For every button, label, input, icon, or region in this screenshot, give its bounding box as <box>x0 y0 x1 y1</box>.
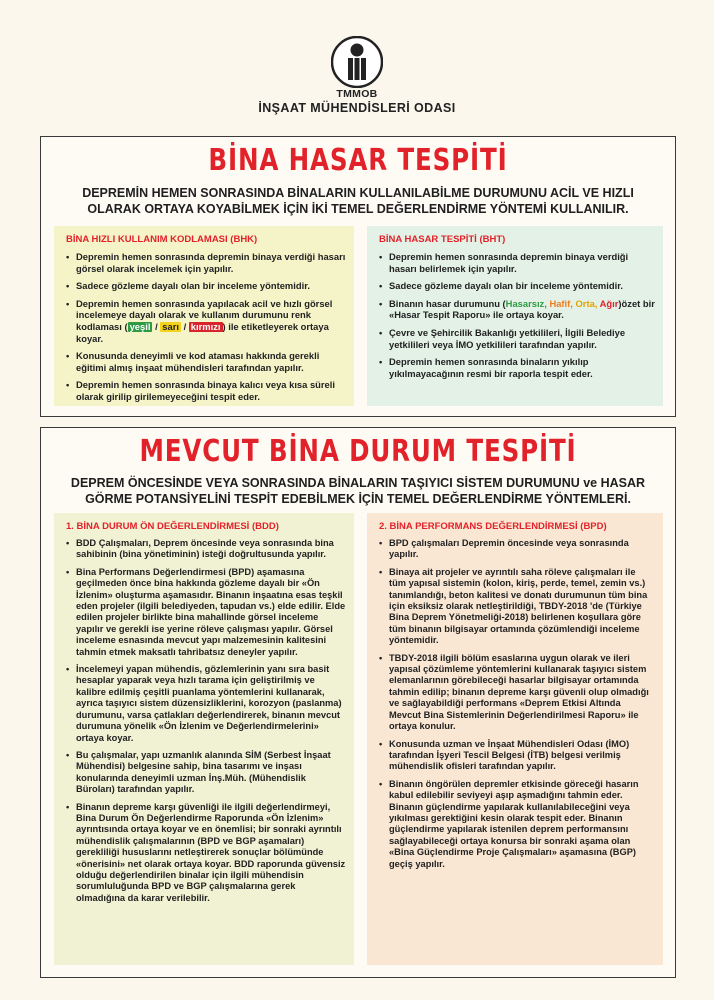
bhk-box <box>54 226 354 406</box>
org-name: İNŞAAT MÜHENDİSLERİ ODASI <box>258 101 456 115</box>
bht-item-damage-levels <box>379 298 655 321</box>
bdd-item: • Binanın depreme karşı güvenliği ile ilgili değerlendirmeyi, Bina Durum Ön Değerlendirme Raporunda «Ön İzlenim» ayrıntısında ortaya koyar ve en önemlisi; bir sonraki ayrıntılı mühendislik çalışmalarının (BPD ve BGP aşamaları) gerekliliği hususlarını netleştirerek sonuçlar bölümünde «önerisini» net olarak ortaya koyar. BDD raporunda güvensiz olduğu değerlendirilen binalar için ilgili mühendisin sorumluluğunda BPD ve BGP çalışmalarına gerek olmadığına da karar verilebilir. <box>66 802 346 905</box>
mevcut-bina-durum-panel <box>40 427 676 978</box>
bdd-heading: 1. BİNA DURUM ÖN DEĞERLENDİRMESİ (BDD) <box>66 521 279 532</box>
section2-subtitle-line1: DEPREM ÖNCESİNDE VEYA SONRASINDA BİNALARIN TAŞIYICI SİSTEM DURUMUNU ve HASAR <box>70 476 646 490</box>
bpd-item: • TBDY-2018 ilgili bölüm esaslarına uygun olarak ve ileri yapısal çözümleme yöntemlerini kullanarak taşıyıcı sistem elemanlarının görebileceği hasarlar bilgisayar ortamında tahmin edilip; binanın depreme karşı güvenli olup olmadığı ve sağlayabildiği performans «Deprem Etkisi Altında Mevcut Bina Sistemlerinin Değerlendirilmesi Raporu» ile ortaya konulur. <box>379 653 655 733</box>
bpd-item: • BPD çalışmaları Depremin öncesinde veya sonrasında yapılır. <box>379 538 655 561</box>
section2-subtitle-line2: GÖRME POTANSİYELİNİ TESPİT EDEBİLMEK İÇİN TEMEL DEĞERLENDİRME YÖNTEMLERİ. <box>85 492 631 506</box>
bhk-item3-tail: ) ile etiketleyerek ortaya koyar. <box>76 320 329 344</box>
tag-separator: / <box>155 320 158 332</box>
imo-logo <box>331 36 383 88</box>
yellow-tag: sarı <box>162 320 179 332</box>
bht-item3-tail: )özet bir «Hasar Tespit Raporu» ile ortaya koyar. <box>389 297 655 321</box>
bpd-item: • Binanın öngörülen depremler etkisinde göreceği hasarın kabul edilebilir seviyeyi aşıp aşmadığını tahmin eder. Binanın güçlendirme yapılarak kullanılabileceğini veya yıkılması gerektiğini kesin olarak tespit eder. Binanın güçlendirme yapılarak istenilen deprem performansını sağlayabileceği ortaya konursa bir sonraki aşama olan «Bina Güçlendirme Proje Çalışmaları» aşamasına (BGP) geçiş yapılır. <box>379 779 655 870</box>
bht-item: • Depremin hemen sonrasında depremin binaya verdiği hasarı belirlemek için yapılır. <box>379 251 655 274</box>
green-tag: yeşil <box>129 320 151 332</box>
bpd-box <box>367 513 663 965</box>
bhk-item: • Sadece gözleme dayalı olan bir inceleme yöntemidir. <box>66 280 346 292</box>
bhk-heading: BİNA HIZLI KULLANIM KODLAMASI (BHK) <box>66 234 258 245</box>
bdd-item: • Bina Performans Değerlendirmesi (BPD) aşamasına geçilmeden önce bina hakkında gözleme dayalı bir «Ön İzlenim» oluşturma aşamasıdır. Binanın inşaatına esas teşkil eden projeler (ilgili belediyeden, tapudan vs.) elde edilir. Elde edilen projeler birlikte bina mahallinde görsel inceleme yapılır ve gerekli ise yerine röleve çalışması yapılır. Görsel inceleme esnasında mevcut yapı malzemesinin kalitesini tahmin etmek maksatlı tahribatsız deneyler yapılır. <box>66 567 346 658</box>
level-light: Hafif, <box>549 297 573 309</box>
bhk-item: • Konusunda deneyimli ve kod ataması hakkında gerekli eğitimi almış inşaat mühendisleri tarafından yapılır. <box>66 350 346 373</box>
bhk-item3-text: Depremin hemen sonrasında yapılacak acil ve hızlı görsel incelemeye dayalı olarak ve kullanım durumunu renk kodlaması ( <box>76 297 333 332</box>
section1-subtitle-line2: OLARAK ORTAYA KOYABİLMEK İÇİN İKİ TEMEL DEĞERLENDİRME YÖNTEMİ KULLANILIR. <box>87 202 629 216</box>
org-short-name: TMMOB <box>336 88 378 100</box>
tag-separator: / <box>183 320 187 332</box>
bhk-item: • Depremin hemen sonrasında binaya kalıcı veya kısa süreli olarak girilip girilemeyeceğini tespit eder. <box>66 379 346 402</box>
bpd-item: • Binaya ait projeler ve ayrıntılı saha röleve çalışmaları ile tüm yapısal sistemin (kolon, kiriş, perde, temel, zemin vs.) tanımlandığı, beton kalitesi ve donatı durumunun tüm bina için eksiksiz olarak netleştirildiği, TBDY-2018 'de (Türkiye Bina Deprem Yönetmeliği-2018) belirlenen koşullara göre tüm binanın bilgisayar ortamında çözümlendiği inceleme yöntemidir. <box>379 567 655 647</box>
level-heavy: Ağır <box>599 297 619 309</box>
bht-box <box>367 226 663 406</box>
bht-item: • Depremin hemen sonrasında binaların yıkılıp yıkılmayacağının resmi bir raporla tespit eder. <box>379 356 655 379</box>
level-medium: Orta, <box>575 297 598 309</box>
section1-subtitle-line1: DEPREMİN HEMEN SONRASINDA BİNALARIN KULLANILABİLME DURUMUNU ACİL VE HIZLI <box>82 186 634 200</box>
bhk-item-color-codes <box>66 298 346 344</box>
level-none: Hasarsız, <box>505 297 547 309</box>
bhk-item: • Depremin hemen sonrasında depremin binaya verdiği hasarı görsel olarak incelemek için yapılır. <box>66 251 346 274</box>
section2-title: MEVCUT BİNA DURUM TESPİTİ <box>139 434 577 469</box>
red-tag: kırmızı <box>190 320 221 332</box>
bht-item3-text: Binanın hasar durumunu ( <box>389 297 506 309</box>
bdd-box <box>54 513 354 965</box>
bina-hasar-tespiti-panel <box>40 136 676 417</box>
bdd-item: • Bu çalışmalar, yapı uzmanlık alanında SİM (Serbest İnşaat Mühendisi) belgesine sahip, bina tasarımı ve inşası konularında deneyimli uzman İnş.Müh. (Mühendislik Büroları) tarafından yapılır. <box>66 750 346 796</box>
bdd-item: • BDD Çalışmaları, Deprem öncesinde veya sonrasında bina sahibinin (bina yönetiminin) isteği doğrultusunda yapılır. <box>66 538 346 561</box>
bpd-item: • Konusunda uzman ve İnşaat Mühendisleri Odası (İMO) tarafından İşyeri Tescil Belgesi (İTB) belgesi verilmiş mühendislik ofisleri tarafından yapılır. <box>379 739 655 773</box>
bht-item: • Sadece gözleme dayalı olan bir inceleme yöntemidir. <box>379 280 655 292</box>
section1-title: BİNA HASAR TESPİTİ <box>208 143 508 178</box>
bht-heading: BİNA HASAR TESPİTİ (BHT) <box>379 234 506 245</box>
bpd-heading: 2. BİNA PERFORMANS DEĞERLENDİRMESİ (BPD) <box>379 521 607 532</box>
bht-item: • Çevre ve Şehircilik Bakanlığı yetkilileri, İlgili Belediye yetkilileri veya İMO yetkilileri tarafından yapılır. <box>379 327 655 350</box>
bdd-item: • İncelemeyi yapan mühendis, gözlemlerinin yanı sıra basit hesaplar yaparak veya hızlı tarama için geliştirilmiş ve kalibre edilmiş çeşitli puanlama yöntemlerini kullanarak, ayrıca taşıyıcı sistem düzensizliklerini, korozyon (paslanma) durumunu, varsa çatlakları değerlendirerek, binanın mevcut durumuna yönelik «Ön İzlenim ve Değerlendirmelerini» ortaya koyar. <box>66 664 346 744</box>
